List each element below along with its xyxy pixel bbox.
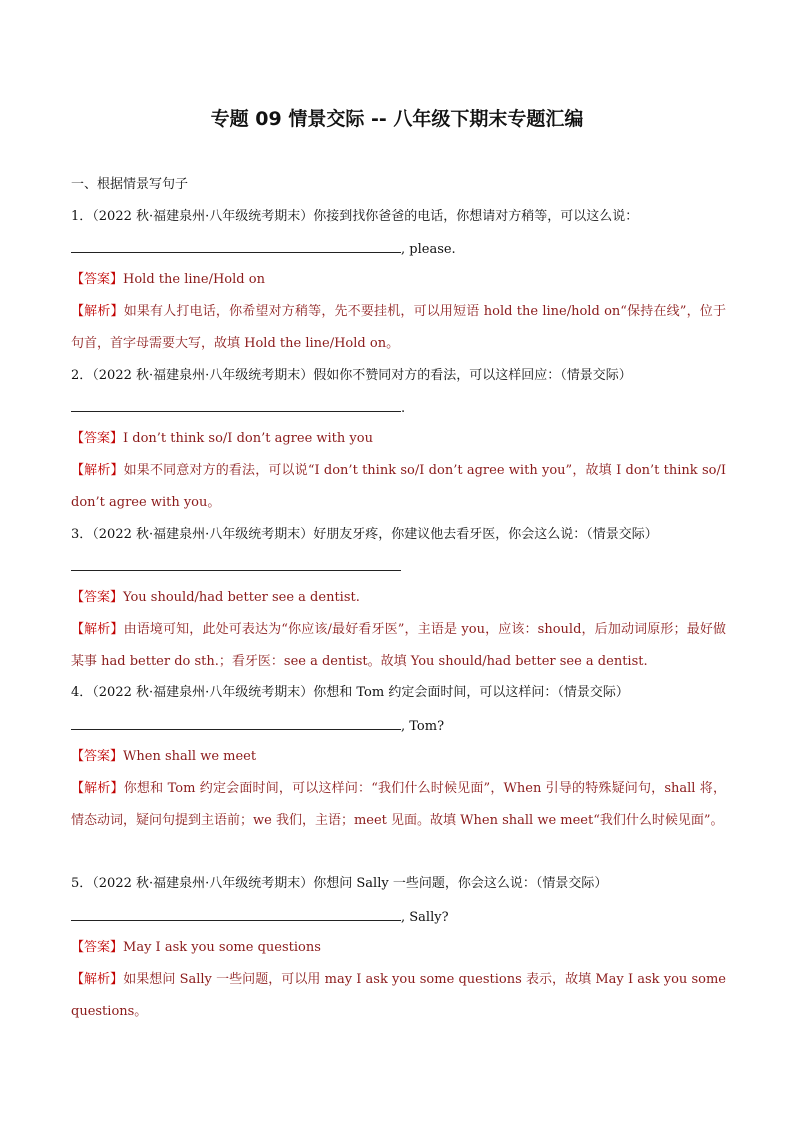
explanation-2 <box>71 455 726 519</box>
answer-text-1: Hold the line/Hold on <box>123 272 265 287</box>
answer-line-5 <box>71 938 726 958</box>
answer-text-3: You should/had better see a dentist. <box>123 590 360 605</box>
answer-line-1 <box>71 270 726 290</box>
answer-text-5: May I ask you some questions <box>123 940 321 955</box>
explanation-text-2: 如果不同意对方的看法，可以说“I don’t think so/I don’t agree with you”，故填 I don’t think so/I don’t agree with you。 <box>71 463 726 510</box>
blank-suffix-1: , please. <box>401 242 456 257</box>
answer-blank-row-4 <box>71 715 444 737</box>
explanation-text-3: 由语境可知，此处可表达为“你应该/最好看牙医”，主语是 you，应该：should，后加动词原形；最好做某事 had better do sth.；看牙医：see a dentist。故填 You should/had better see a dentist. <box>71 622 726 669</box>
question-prompt-5: 5．（2022 秋·福建泉州·八年级统考期末）你想问 Sally 一些问题，你会这么说：（情景交际） <box>71 876 608 891</box>
answer-blank-row-1 <box>71 238 456 260</box>
answer-blank-row-2 <box>71 397 405 419</box>
section-heading: 一、根据情景写句子 <box>71 177 189 192</box>
explain-tag: 【解析】 <box>71 781 124 796</box>
answer-tag: 【答案】 <box>71 590 124 605</box>
explanation-text-1: 如果有人打电话，你希望对方稍等，先不要挂机，可以用短语 hold the line/hold on“保持在线”，位于句首，首字母需要大写，故填 Hold the line/Hold on。 <box>71 304 726 351</box>
answer-blank-4[interactable] <box>71 715 401 730</box>
answer-tag: 【答案】 <box>71 940 124 955</box>
question-prompt-3: 3．（2022 秋·福建泉州·八年级统考期末）好朋友牙疼，你建议他去看牙医，你会这么说：（情景交际） <box>71 527 658 542</box>
explanation-text-4: 你想和 Tom 约定会面时间，可以这样问：“我们什么时候见面”，When 引导的特殊疑问句，shall 将，情态动词，疑问句提到主语前；we 我们，主语；meet 见面。故填 When shall we meet“我们什么时候见面”。 <box>71 781 726 828</box>
answer-line-2 <box>71 429 726 449</box>
explanation-5 <box>71 964 726 1028</box>
answer-blank-2[interactable] <box>71 397 401 412</box>
blank-suffix-2: . <box>401 401 406 416</box>
explain-tag: 【解析】 <box>71 304 124 319</box>
explain-tag: 【解析】 <box>71 972 124 987</box>
answer-tag: 【答案】 <box>71 431 124 446</box>
answer-blank-1[interactable] <box>71 238 401 253</box>
answer-blank-3[interactable] <box>71 556 401 571</box>
question-prompt-4: 4．（2022 秋·福建泉州·八年级统考期末）你想和 Tom 约定会面时间，可以这样问：（情景交际） <box>71 685 629 700</box>
answer-line-4 <box>71 747 726 767</box>
page-title: 专题 09 情景交际 -- 八年级下期末专题汇编 <box>210 108 584 130</box>
question-prompt-2: 2．（2022 秋·福建泉州·八年级统考期末）假如你不赞同对方的看法，可以这样回应：（情景交际） <box>71 368 632 383</box>
answer-blank-5[interactable] <box>71 906 401 921</box>
answer-blank-row-5 <box>71 906 449 928</box>
explanation-text-5: 如果想问 Sally 一些问题，可以用 may I ask you some questions 表示，故填 May I ask you some questions。 <box>71 972 726 1019</box>
question-prompt-1: 1．（2022 秋·福建泉州·八年级统考期末）你接到找你爸爸的电话，你想请对方稍等，可以这么说： <box>71 209 639 224</box>
blank-suffix-4: , Tom? <box>401 719 445 734</box>
explanation-4 <box>71 773 726 837</box>
explanation-3 <box>71 614 726 678</box>
explain-tag: 【解析】 <box>71 463 124 478</box>
answer-line-3 <box>71 588 726 608</box>
answer-blank-row-3 <box>71 556 401 578</box>
answer-text-2: I don’t think so/I don’t agree with you <box>123 431 373 446</box>
blank-suffix-5: , Sally? <box>401 910 449 925</box>
explain-tag: 【解析】 <box>71 622 124 637</box>
explanation-1 <box>71 296 726 360</box>
answer-tag: 【答案】 <box>71 272 124 287</box>
answer-text-4: When shall we meet <box>123 749 257 764</box>
answer-tag: 【答案】 <box>71 749 124 764</box>
